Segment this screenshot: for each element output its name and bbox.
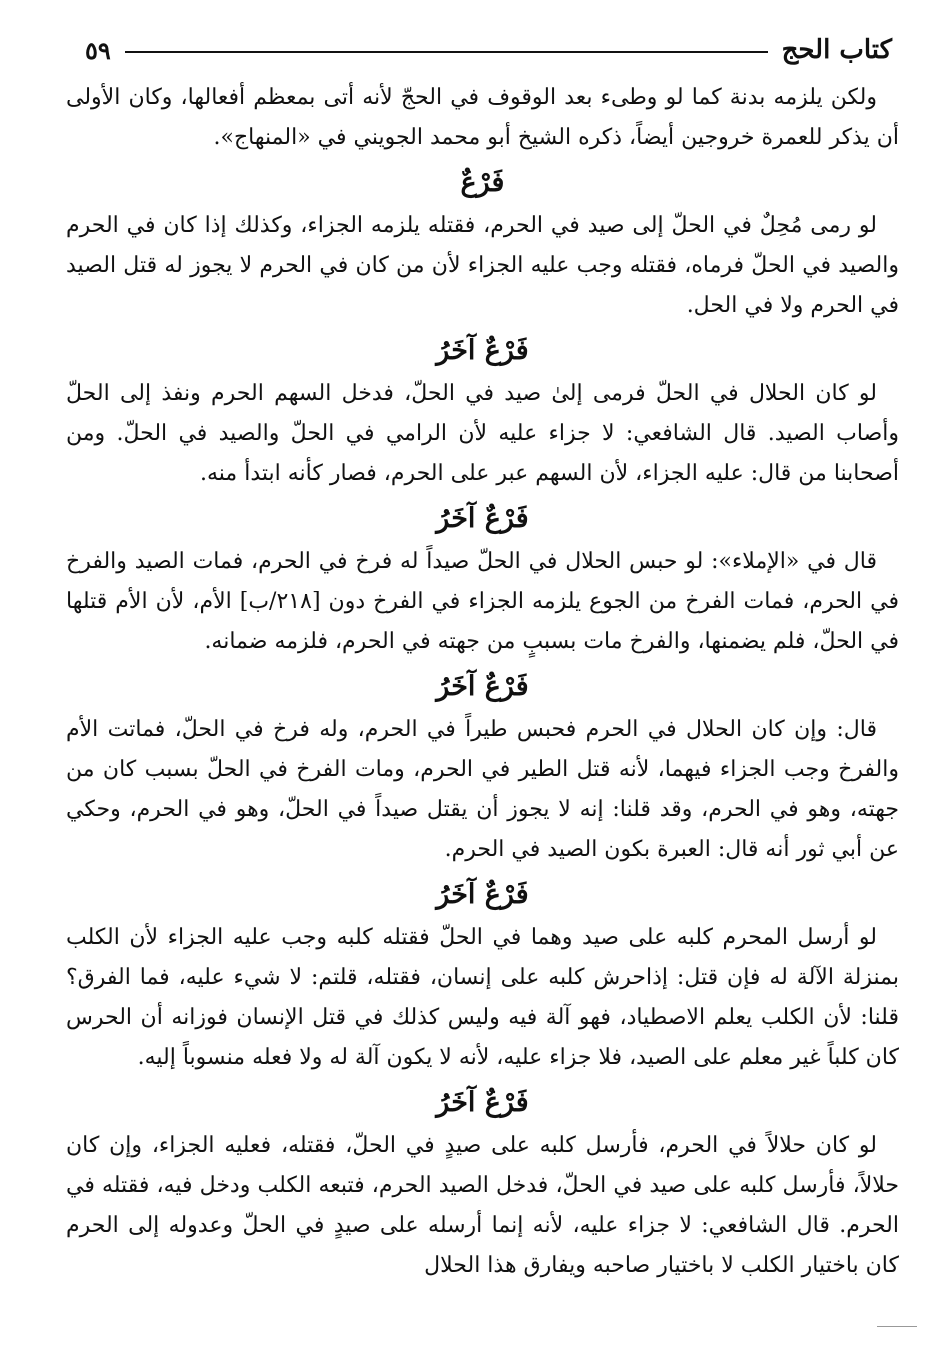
page-header xyxy=(85,30,892,70)
page-number: ٥٩ xyxy=(85,35,111,65)
paragraph: قال في «الإملاء»: لو حبس الحلال في الحلّ صيداً له فرخ في الحرم، فمات الصيد والفرخ في الحرم، فمات الفرخ من الجوع يلزمه الجزاء في الفرخ دون [٢١٨/ب] الأم، لأن الأم قتلها في الحلّ، فلم يضمنها، والفرخ مات بسببٍ من جهته في الحرم، فلزمه ضمانه. xyxy=(66,549,900,654)
section-heading: فَرْعٌ آخَرُ xyxy=(436,879,529,910)
header-rule xyxy=(125,51,768,53)
paragraph: لو كان الحلال في الحلّ فرمى إلىٰ صيد في الحلّ، فدخل السهم الحرم ونفذ إلى الحلّ وأصاب الصيد. قال الشافعي: لا جزاء عليه لأن الرامي في الحلّ والصيد في الحلّ. ومن أصحابنا من قال: عليه الجزاء، لأن السهم عبر على الحرم، فصار كأنه ابتدأ منه. xyxy=(66,381,899,486)
section-heading: فَرْعٌ آخَرُ xyxy=(436,335,529,366)
paragraph: لو أرسل المحرم كلبه على صيد وهما في الحلّ فقتله كلبه وجب عليه الجزاء لأن الكلب بمنزلة الآلة له فإن قتل: إذاحرش كلبه على إنسان، فقتله، قلتم: لا شيء عليه، فما الفرق؟ قلنا: لأن الكلب يعلم الاصطياد، فهو آلة فيه وليس كذلك في قتل الإنسان فوزانه أن الحرس كان كلباً غير معلم على الصيد، فلا جزاء عليه، لأنه لا يكون آلة له ولا فعله منسوباً إليه. xyxy=(66,925,899,1070)
section-heading: فَرْعٌ آخَرُ xyxy=(436,503,529,534)
corner-mark xyxy=(877,1326,917,1327)
section-heading: فَرْعٌ آخَرُ xyxy=(436,671,529,702)
page-body xyxy=(66,78,899,1286)
paragraph: لو رمى مُحِلٌ في الحلّ إلى صيد في الحرم، فقتله يلزمه الجزاء، وكذلك إذا كان في الحرم والصيد في الحلّ فرماه، فقتله وجب عليه الجزاء لأن من كان في الحرم لا يجوز له قتل الصيد في الحرم ولا في الحل. xyxy=(66,213,899,318)
paragraph: ولكن يلزمه بدنة كما لو وطىء بعد الوقوف في الحجّ لأنه أتى بمعظم أفعالها، وكان الأولى أن يذكر للعمرة خروجين أيضاً، ذكره الشيخ أبو محمد الجويني في «المنهاج». xyxy=(66,85,899,150)
running-title: كتاب الحج xyxy=(781,35,892,65)
section-heading: فَرْعٌ xyxy=(460,167,505,198)
paragraph: لو كان حلالاً في الحرم، فأرسل كلبه على صيدٍ في الحلّ، فقتله، فعليه الجزاء، وإن كان حلالاً، فأرسل كلبه على صيد في الحلّ، فدخل الصيد الحرم، فتبعه الكلب ودخل فيه، فقتله في الحرم. قال الشافعي: لا جزاء عليه، لأنه إنما أرسله على صيدٍ في الحلّ وعدوله إلى الحرم كان باختيار الكلب لا باختيار صاحبه ويفارق هذا الحلال xyxy=(66,1133,899,1278)
paragraph: قال: وإن كان الحلال في الحرم فحبس طيراً في الحرم، وله فرخ في الحلّ، فماتت الأم والفرخ وجب الجزاء فيهما، لأنه قتل الطير في الحرم، ومات الفرخ في الحلّ بسبب كان من جهته، وهو في الحرم، وقد قلنا: إنه لا يجوز أن يقتل صيداً في الحلّ، وهو في الحرم، وحكي عن أبي ثور أنه قال: العبرة بكون الصيد في الحرم. xyxy=(66,717,899,862)
section-heading: فَرْعٌ آخَرُ xyxy=(436,1087,529,1118)
